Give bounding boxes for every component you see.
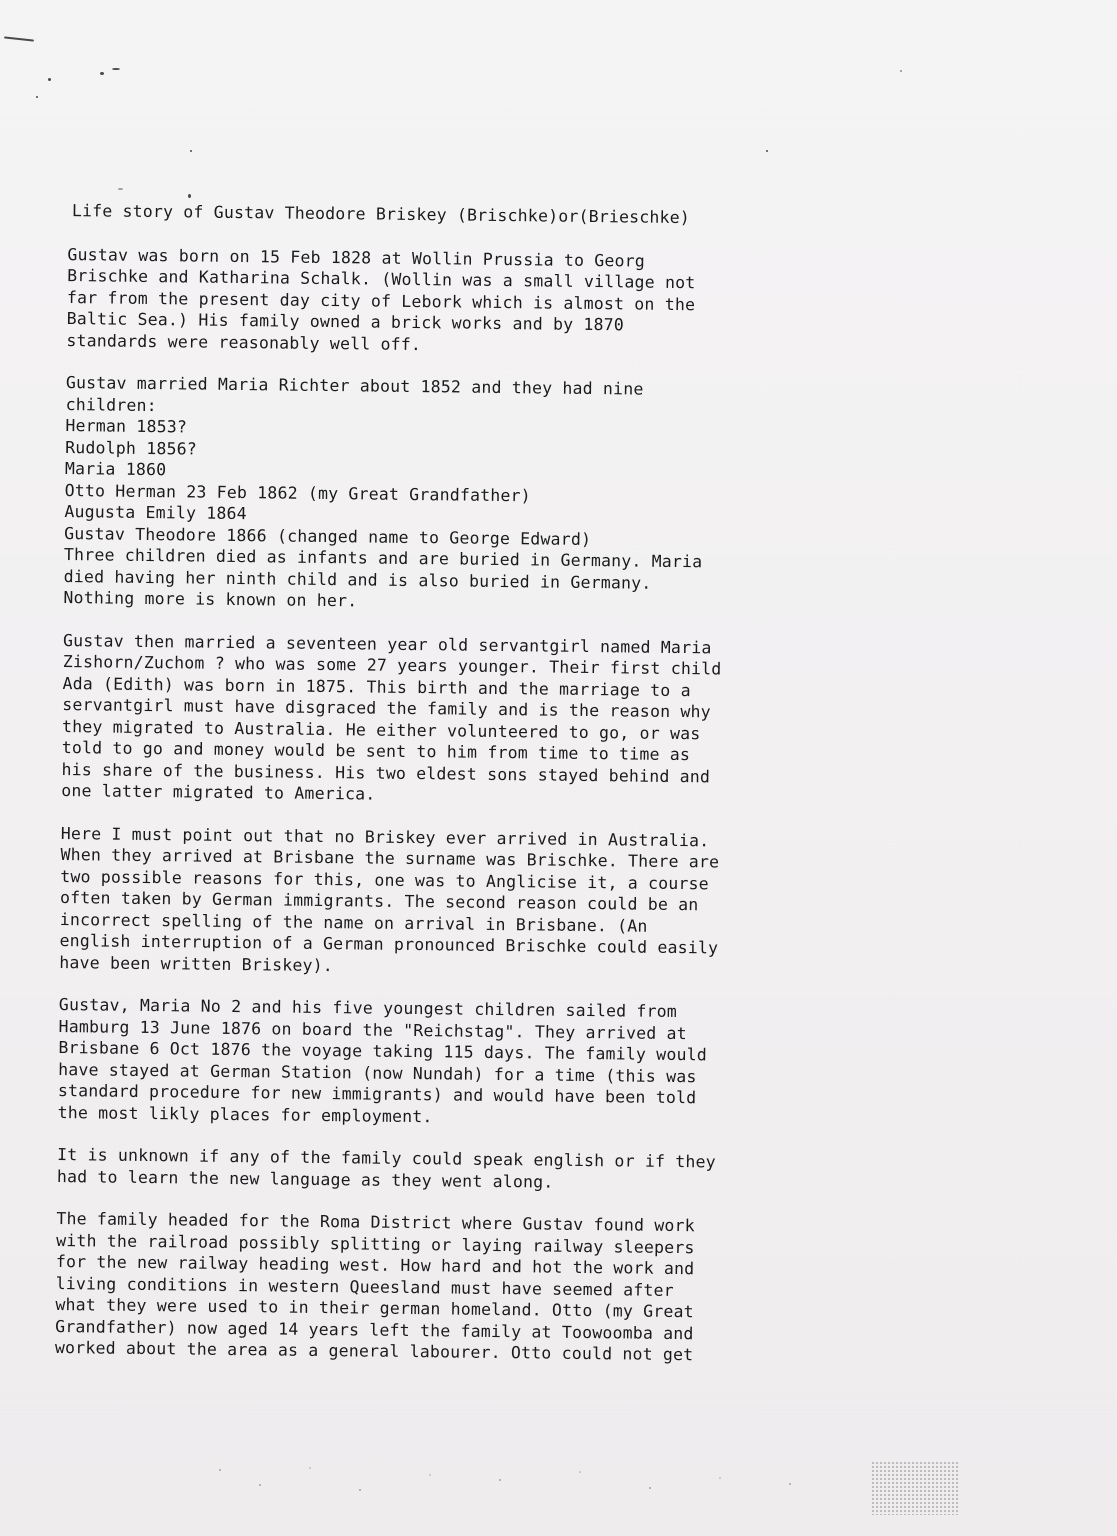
text-line: what they were used to in their german homeland. Otto (my Great bbox=[55, 1294, 694, 1322]
text-line: one latter migrated to America. bbox=[61, 781, 376, 804]
text-line: the most likly places for employment. bbox=[57, 1102, 433, 1126]
scan-mark bbox=[766, 150, 768, 152]
text-line: Hamburg 13 June 1876 on board the "Reichstag". They arrived at bbox=[58, 1016, 688, 1043]
paragraph-roma-district bbox=[55, 1208, 921, 1368]
text-line: Gustav, Maria No 2 and his five youngest children sailed from bbox=[58, 995, 678, 1022]
text-line: Gustav was born on 15 Feb 1828 at Wollin Prussia to Georg bbox=[67, 244, 646, 271]
text-line: two possible reasons for this, one was to Anglicise it, a course bbox=[60, 866, 709, 893]
text-line: Three children died as infants and are buried in Germany. Maria bbox=[63, 545, 703, 572]
typed-document bbox=[49, 200, 932, 1389]
child-entry: Herman 1853? bbox=[65, 416, 188, 437]
text-line: children: bbox=[65, 394, 158, 415]
text-line: Nothing more is known on her. bbox=[63, 588, 358, 611]
paragraph-voyage bbox=[58, 994, 923, 1133]
text-line: incorrect spelling of the name on arrival in Brisbane. (An bbox=[59, 909, 648, 936]
text-line: have been written Briskey). bbox=[59, 952, 334, 975]
text-line: It is unknown if any of the family could speak english or if they bbox=[57, 1145, 716, 1172]
paragraph-second-marriage bbox=[61, 630, 927, 812]
scan-noise bbox=[200, 1450, 1000, 1530]
text-line: Gustav married Maria Richter about 1852 and they had nine bbox=[65, 373, 644, 399]
scan-mark bbox=[100, 72, 104, 75]
text-line: for the new railway heading west. How hard and hot the work and bbox=[55, 1252, 695, 1279]
text-line: with the railroad possibly splitting or laying railway sleepers bbox=[56, 1230, 695, 1257]
paragraph-surname bbox=[59, 823, 925, 983]
text-line: worked about the area as a general labourer. Otto could not get bbox=[54, 1337, 694, 1365]
paragraph-birth bbox=[66, 244, 931, 361]
child-entry: Maria 1860 bbox=[64, 459, 167, 480]
text-line: Brisbane 6 Oct 1876 the voyage taking 115 days. The family would bbox=[58, 1038, 708, 1065]
scan-mark bbox=[188, 194, 191, 198]
document-title: Life story of Gustav Theodore Briskey (Brischke)or(Brieschke) bbox=[71, 201, 691, 228]
text-line: they migrated to Australia. He either volunteered to go, or was bbox=[61, 716, 701, 743]
text-line: servantgirl must have disgraced the family and is the reason why bbox=[62, 695, 711, 722]
text-line: Grandfather) now aged 14 years left the family at Toowoomba and bbox=[55, 1316, 694, 1343]
scan-mark bbox=[48, 78, 51, 81]
paragraph-language bbox=[57, 1144, 921, 1197]
text-line: standards were reasonably well off. bbox=[66, 330, 422, 354]
text-line: english interruption of a German pronounced Brischke could easily bbox=[59, 931, 719, 958]
scan-mark bbox=[190, 150, 192, 152]
text-line: Ada (Edith) was born in 1875. This birth and the marriage to a bbox=[62, 673, 691, 700]
text-line: standard procedure for new immigrants) and would have been told bbox=[57, 1081, 697, 1108]
scan-mark bbox=[36, 96, 38, 98]
scan-mark bbox=[112, 68, 120, 70]
scan-mark bbox=[118, 188, 123, 190]
child-entry: Gustav Theodore 1866 (changed name to George Edward) bbox=[64, 523, 592, 549]
text-line: Here I must point out that no Briskey ever arrived in Australia. bbox=[60, 823, 710, 850]
child-entry: Otto Herman 23 Feb 1862 (my Great Grandfather) bbox=[64, 480, 531, 505]
text-line: often taken by German immigrants. The second reason could be an bbox=[59, 888, 699, 915]
text-line: Baltic Sea.) His family owned a brick works and by 1870 bbox=[66, 309, 625, 335]
text-line: his share of the business. His two eldest sons stayed behind and bbox=[61, 759, 711, 786]
text-line: have stayed at German Station (now Nundah) for a time (this was bbox=[58, 1059, 697, 1086]
child-entry: Rudolph 1856? bbox=[65, 437, 198, 459]
text-line: had to learn the new language as they went along. bbox=[56, 1166, 554, 1192]
scan-mark bbox=[4, 36, 34, 41]
text-line: living conditions in western Queesland must have seemed after bbox=[55, 1273, 674, 1300]
text-line: When they arrived at Brisbane the surname was Brischke. There are bbox=[60, 845, 720, 872]
scan-mark bbox=[900, 70, 902, 72]
text-line: far from the present day city of Lebork which is almost on the bbox=[66, 287, 696, 314]
text-line: told to go and money would be sent to him from time to time as bbox=[61, 738, 691, 765]
text-line: died having her ninth child and is also buried in Germany. bbox=[63, 566, 652, 593]
text-line: Gustav then married a seventeen year old servantgirl named Maria bbox=[62, 630, 712, 657]
child-entry: Augusta Emily 1864 bbox=[64, 502, 247, 524]
text-line: Zishorn/Zuchom ? who was some 27 years younger. Their first child bbox=[62, 652, 722, 679]
text-line: Brischke and Katharina Schalk. (Wollin was a small village not bbox=[67, 266, 696, 293]
text-line: The family headed for the Roma District where Gustav found work bbox=[56, 1209, 695, 1236]
paragraph-first-marriage bbox=[63, 372, 930, 618]
